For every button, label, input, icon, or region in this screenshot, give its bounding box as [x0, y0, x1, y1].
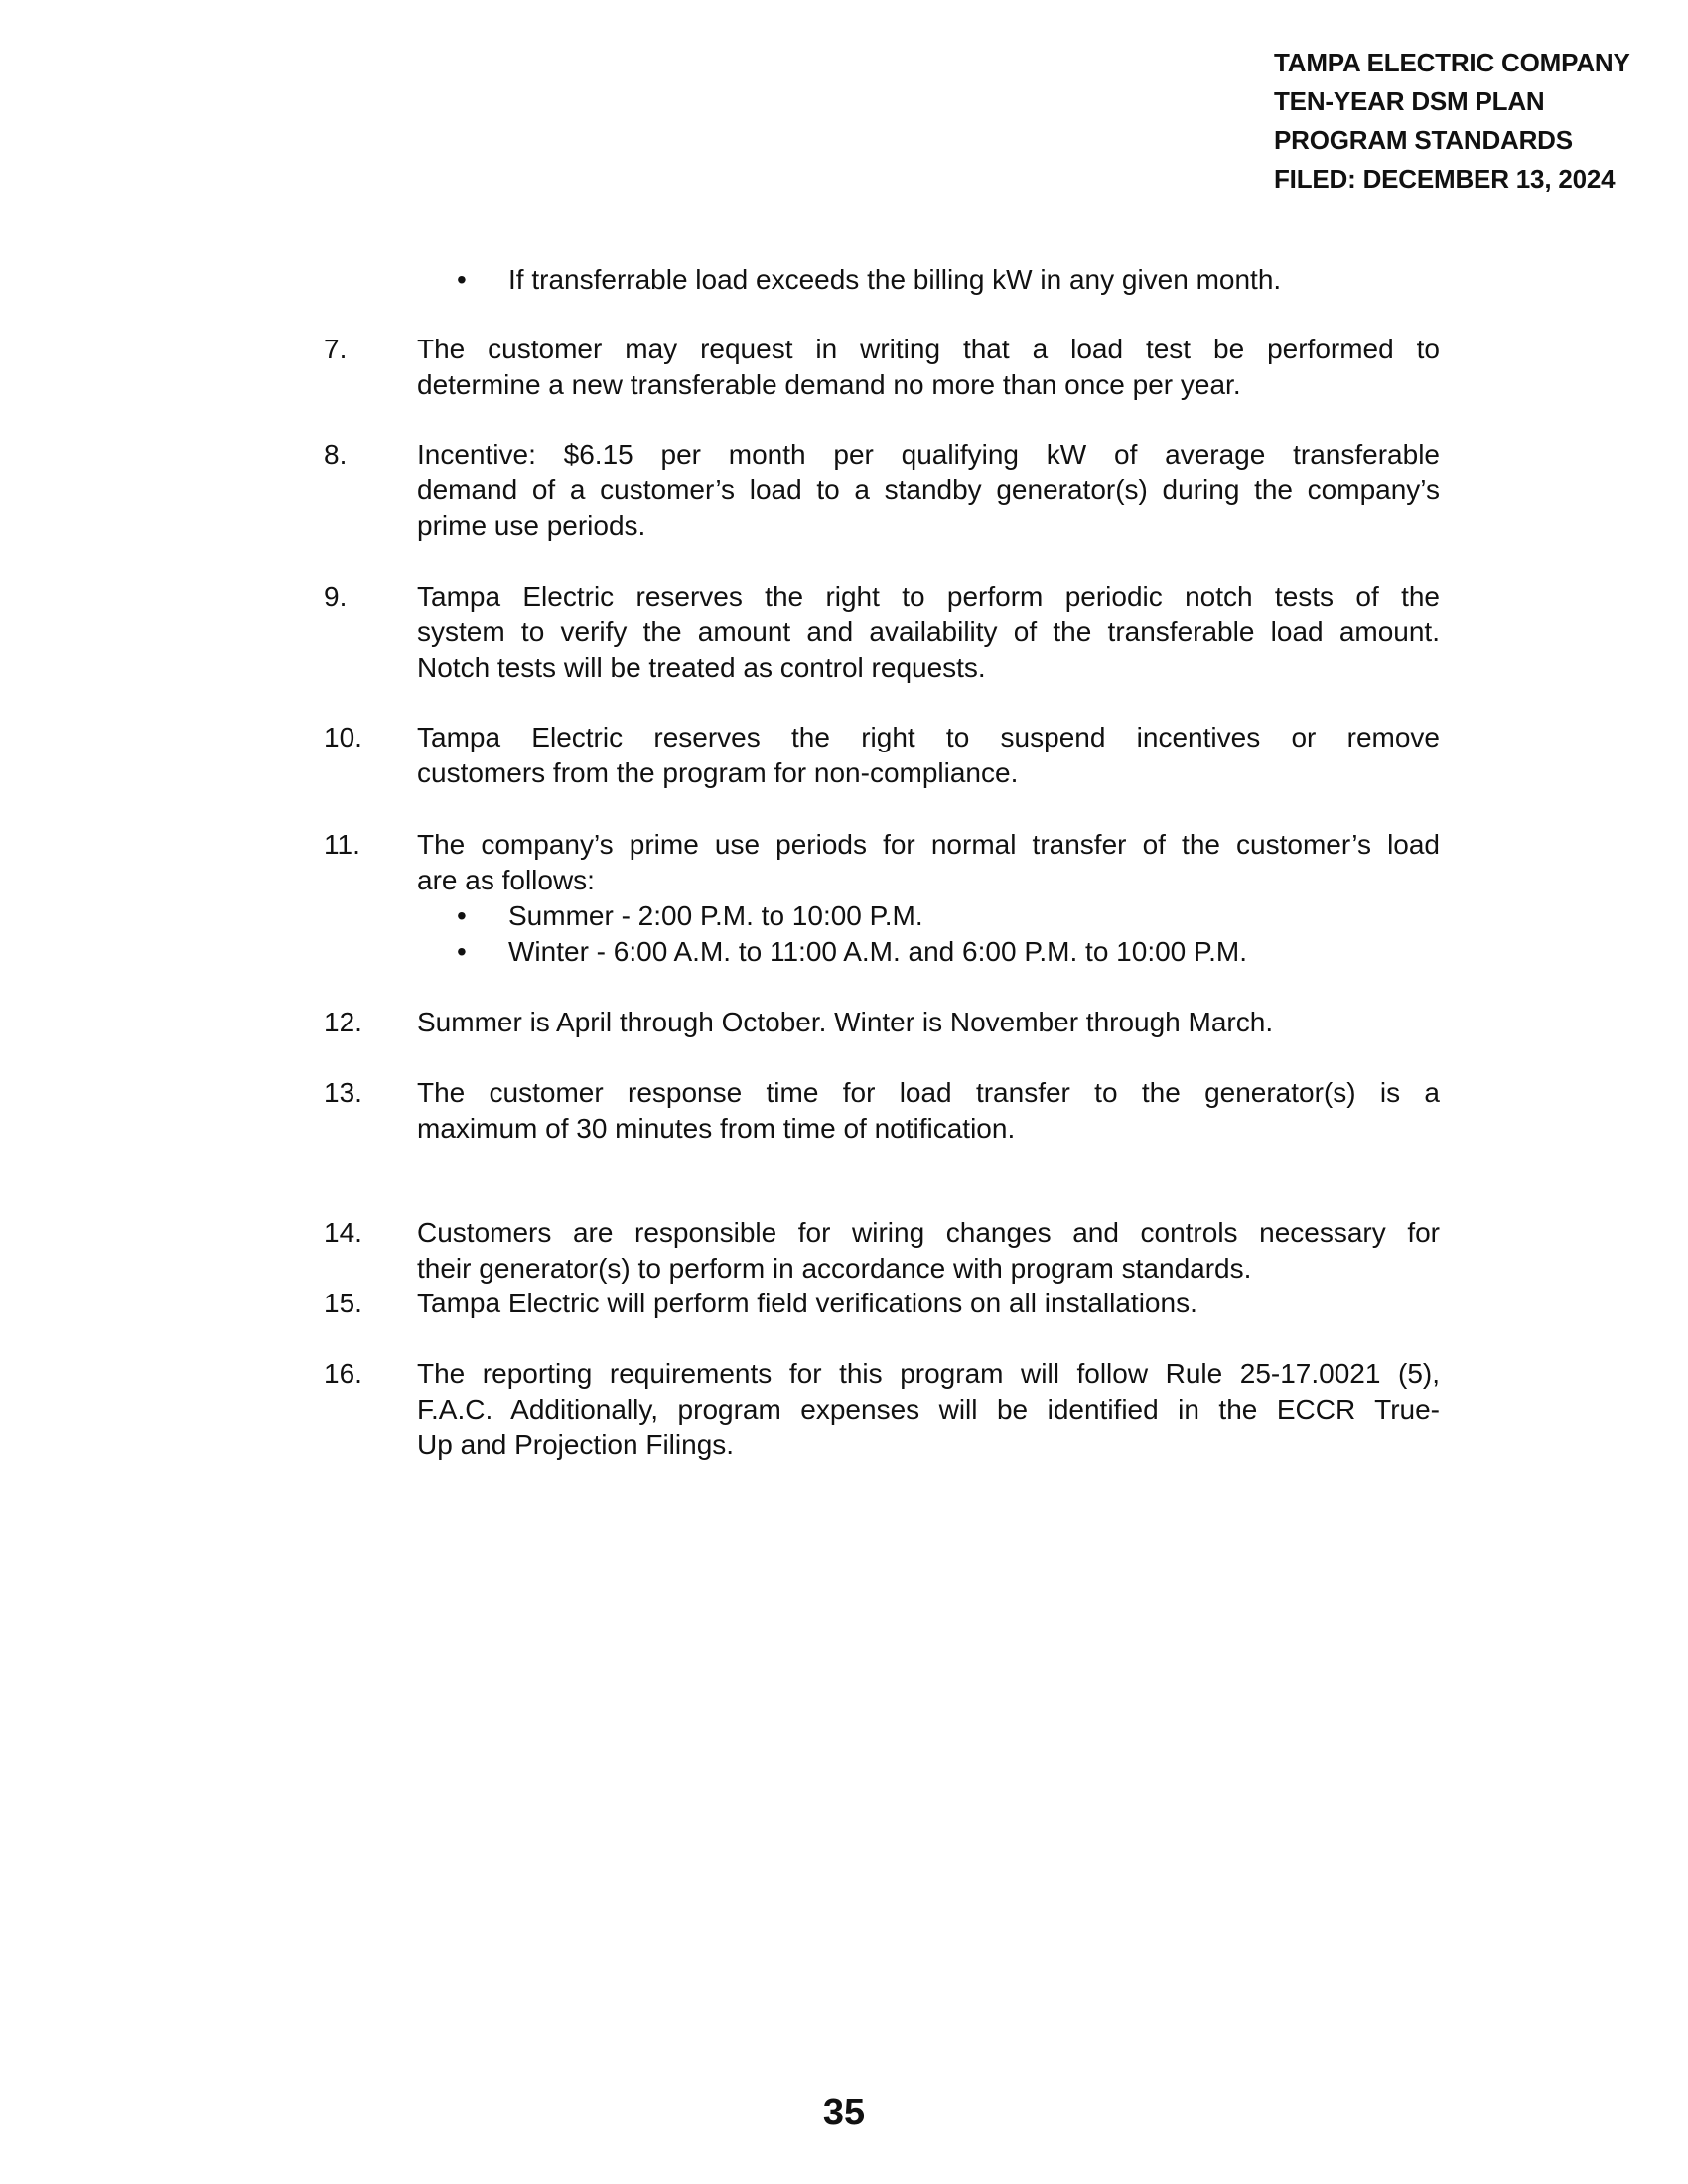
- page-number: 35: [822, 2092, 866, 2133]
- list-item-line: determine a new transferable demand no more than once per year.: [417, 369, 1241, 400]
- list-item-number: 9.: [324, 581, 348, 612]
- list-item-line: demand of a customer’s load to a standby generator(s) during the company’s: [417, 475, 1440, 505]
- list-item-number: 14.: [324, 1217, 362, 1248]
- list-item-line: maximum of 30 minutes from time of notification.: [417, 1113, 1016, 1144]
- sub-bullet-text: Winter - 6:00 A.M. to 11:00 A.M. and 6:00 P.M. to 10:00 P.M.: [508, 936, 1247, 967]
- list-item-text: [417, 1215, 1440, 1287]
- bullet-text: If transferrable load exceeds the billing kW in any given month.: [508, 264, 1282, 295]
- bullet-marker: •: [457, 936, 467, 967]
- bullet-marker: •: [457, 900, 467, 931]
- list-item-text: [417, 1075, 1440, 1147]
- list-item-line: The company’s prime use periods for normal transfer of the customer’s load: [417, 829, 1440, 860]
- list-item-line: their generator(s) to perform in accordance with program standards.: [417, 1253, 1252, 1284]
- list-item-text: [417, 579, 1440, 686]
- sub-bullet: [457, 934, 1479, 970]
- list-item-line: Customers are responsible for wiring changes and controls necessary for: [417, 1217, 1440, 1248]
- header-plan: TEN-YEAR DSM PLAN: [1274, 86, 1545, 116]
- bullet-marker: •: [457, 264, 467, 295]
- list-item-line: system to verify the amount and availability of the transferable load amount.: [417, 616, 1440, 647]
- list-item-text: [417, 720, 1440, 791]
- list-item-line: F.A.C. Additionally, program expenses will be identified in the ECCR True-: [417, 1394, 1440, 1425]
- list-item-text: [417, 1356, 1440, 1463]
- header-section: PROGRAM STANDARDS: [1274, 125, 1573, 155]
- list-item-line: customers from the program for non-compliance.: [417, 757, 1019, 788]
- list-item-number: 12.: [324, 1007, 362, 1037]
- list-item-number: 7.: [324, 334, 348, 364]
- list-item-text: [417, 1286, 1440, 1321]
- list-item-line: Tampa Electric will perform field verifications on all installations.: [417, 1288, 1197, 1318]
- list-item-line: The reporting requirements for this program will follow Rule 25-17.0021 (5),: [417, 1358, 1440, 1389]
- list-item-text: [417, 1005, 1440, 1040]
- list-item-number: 8.: [324, 439, 348, 470]
- sub-bullet-text: Summer - 2:00 P.M. to 10:00 P.M.: [508, 900, 923, 931]
- list-item-line: The customer may request in writing that a load test be performed to: [417, 334, 1440, 364]
- list-item-line: Summer is April through October. Winter is November through March.: [417, 1007, 1274, 1037]
- list-item-text: [417, 332, 1440, 403]
- list-item-number: 15.: [324, 1288, 362, 1318]
- list-item-number: 13.: [324, 1077, 362, 1108]
- header-company: TAMPA ELECTRIC COMPANY: [1274, 48, 1630, 77]
- list-item-line: Up and Projection Filings.: [417, 1430, 735, 1460]
- list-item-line: Notch tests will be treated as control requests.: [417, 652, 986, 683]
- list-item-number: 11.: [324, 829, 360, 860]
- list-item-line: Tampa Electric reserves the right to suspend incentives or remove: [417, 722, 1440, 752]
- sub-bullet: [457, 898, 1479, 934]
- list-item-text: [417, 437, 1440, 544]
- list-item-line: Tampa Electric reserves the right to perform periodic notch tests of the: [417, 581, 1440, 612]
- header-filed-date: FILED: DECEMBER 13, 2024: [1274, 164, 1616, 194]
- list-item-number: 10.: [324, 722, 362, 752]
- list-item-line: The customer response time for load transfer to the generator(s) is a: [417, 1077, 1440, 1108]
- list-item-line: Incentive: $6.15 per month per qualifying kW of average transferable: [417, 439, 1440, 470]
- list-item-text: [417, 827, 1440, 970]
- list-item-number: 16.: [324, 1358, 362, 1389]
- document-header: [1274, 44, 1681, 199]
- list-item-line: are as follows:: [417, 865, 595, 895]
- list-item-line: prime use periods.: [417, 510, 646, 541]
